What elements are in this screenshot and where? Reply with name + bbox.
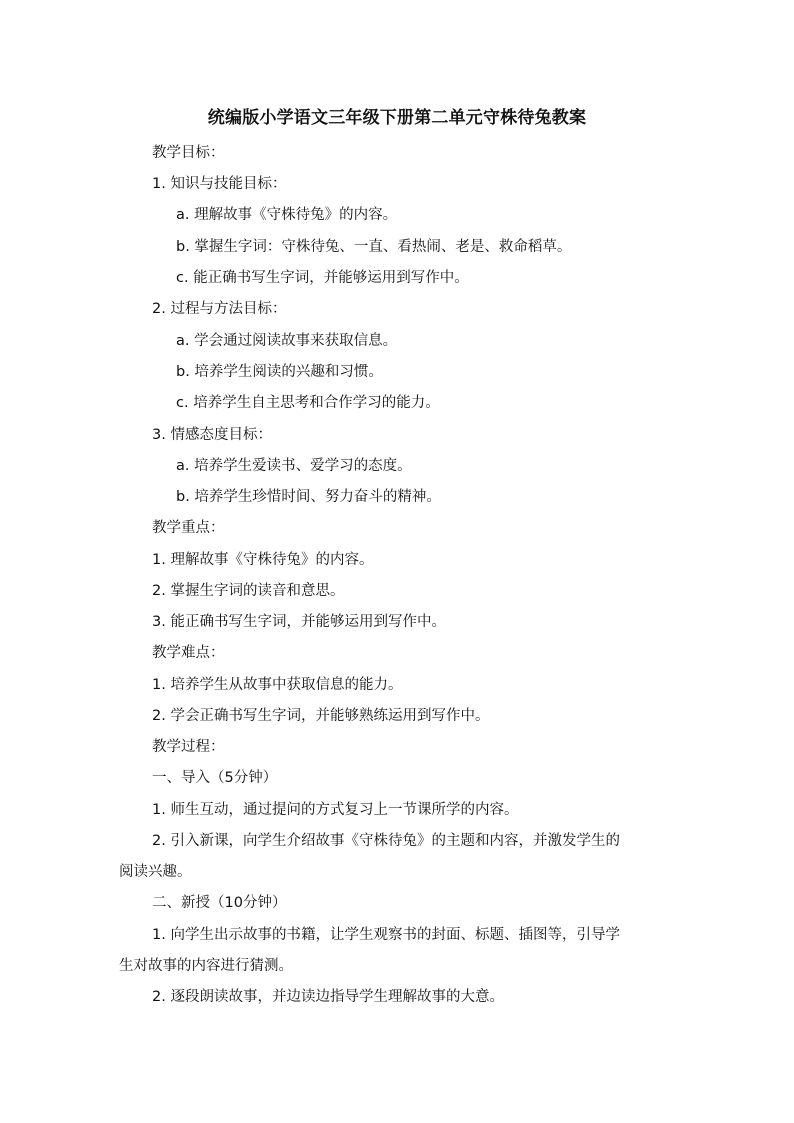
list-item: 1. 向学生出示故事的书籍，让学生观察书的封面、标题、插图等，引导学 [152,927,620,943]
list-item: 1. 知识与技能目标： [152,176,287,192]
list-item: 1. 师生互动，通过提问的方式复习上一节课所学的内容。 [152,802,519,818]
section-heading: 教学过程： [152,739,225,755]
subsection-heading: 一、导入（5分钟） [152,770,278,786]
list-item: 3. 能正确书写生字词，并能够运用到写作中。 [152,614,446,630]
list-subitem: a. 培养学生爱读书、爱学习的态度。 [176,458,412,474]
list-item: 1. 培养学生从故事中获取信息的能力。 [152,677,403,693]
document-title: 统编版小学语文三年级下册第二单元守株待兔教案 [207,108,587,128]
list-item: 2. 过程与方法目标： [152,301,287,317]
subsection-heading: 二、新授（10分钟） [152,895,287,911]
list-item: 1. 理解故事《守株待兔》的内容。 [152,552,374,568]
list-subitem: b. 掌握生字词：守株待兔、一直、看热闹、老是、救命稻草。 [176,239,572,255]
list-subitem: c. 培养学生自主思考和合作学习的能力。 [176,395,440,411]
list-subitem: a. 理解故事《守株待兔》的内容。 [176,207,398,223]
list-subitem: c. 能正确书写生字词，并能够运用到写作中。 [176,270,469,286]
list-item-continuation: 生对故事的内容进行猜测。 [119,958,293,974]
list-item: 2. 掌握生字词的读音和意思。 [152,583,345,599]
list-subitem: b. 培养学生珍惜时间、努力奋斗的精神。 [176,489,441,505]
list-subitem: b. 培养学生阅读的兴趣和习惯。 [176,364,383,380]
section-heading: 教学重点： [152,520,225,536]
section-heading: 教学目标： [152,145,225,161]
list-item: 2. 逐段朗读故事，并边读边指导学生理解故事的大意。 [152,989,504,1005]
list-item-continuation: 阅读兴趣。 [119,864,192,880]
list-item: 2. 引入新课，向学生介绍故事《守株待兔》的主题和内容，并激发学生的 [152,833,620,849]
list-subitem: a. 学会通过阅读故事来获取信息。 [176,333,398,349]
list-item: 2. 学会正确书写生字词，并能够熟练运用到写作中。 [152,708,490,724]
list-item: 3. 情感态度目标： [152,427,272,443]
section-heading: 教学难点： [152,645,225,661]
